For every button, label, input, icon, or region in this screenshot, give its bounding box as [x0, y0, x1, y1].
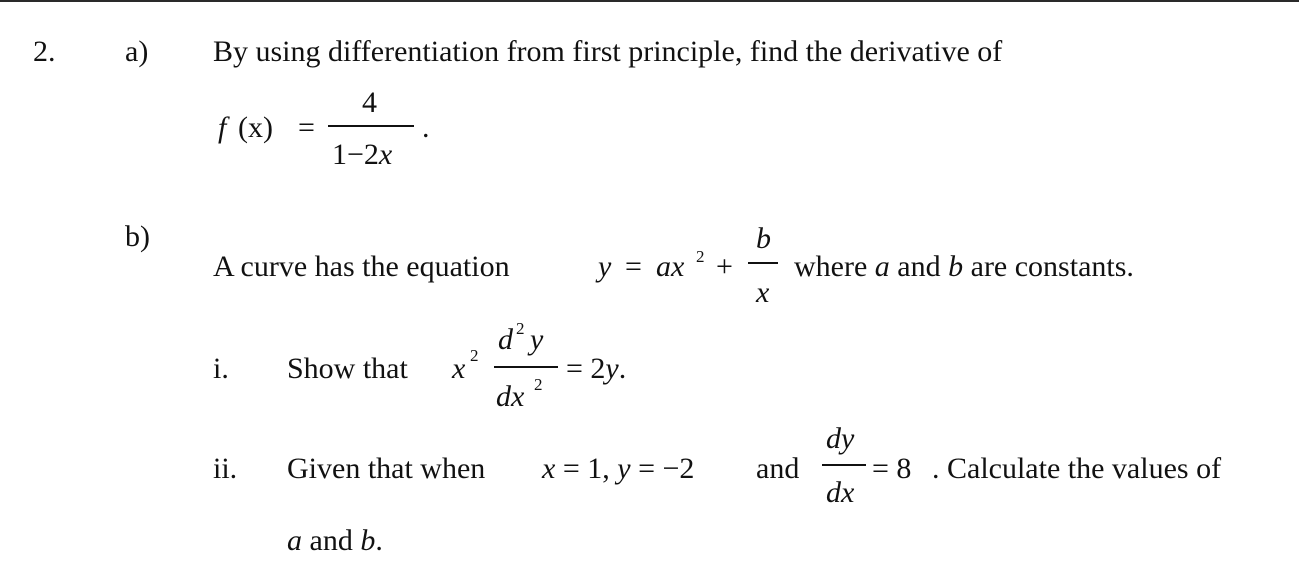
function-name: f	[218, 111, 227, 144]
top-divider	[0, 0, 1299, 2]
function-fraction-bar	[328, 125, 414, 127]
equation-ax: ax	[656, 250, 685, 283]
item-i-denominator-dx: dx	[496, 380, 525, 413]
part-a-text: By using differentiation from first principle, find the derivative of	[213, 35, 1003, 68]
item-ii-rhs: = 8	[872, 452, 912, 485]
function-argument: (x)	[238, 111, 273, 144]
item-ii-denominator-dx: dx	[826, 476, 855, 509]
item-i-denominator-exponent: 2	[534, 375, 543, 394]
item-i-text: Show that	[287, 352, 408, 385]
item-i-x: x	[452, 352, 466, 385]
item-i-rhs: = 2y.	[566, 352, 627, 385]
item-ii-line2: a and b.	[287, 524, 383, 557]
item-i-numerator-d: d	[498, 323, 513, 356]
function-equals: =	[298, 111, 315, 144]
function-numerator: 4	[362, 86, 377, 119]
equation-plus: +	[716, 250, 733, 283]
equation-fraction-bar	[748, 262, 778, 264]
equation-numerator-b: b	[756, 222, 771, 255]
item-ii-tail-text: . Calculate the values of	[932, 452, 1222, 485]
part-b-constants-text: where a and b are constants.	[794, 250, 1134, 283]
equation-y: y	[598, 250, 612, 283]
part-b-intro: A curve has the equation	[213, 250, 510, 283]
item-i-x-exponent: 2	[470, 346, 479, 365]
function-denominator: 1−2x	[332, 138, 393, 171]
item-ii-numerator-dy: dy	[826, 422, 855, 455]
question-number: 2.	[33, 35, 56, 68]
item-i-numerator-exponent: 2	[516, 319, 525, 338]
equation-equals: =	[625, 250, 642, 283]
item-ii-label: ii.	[213, 452, 238, 485]
item-i-numerator-y: y	[530, 323, 544, 356]
item-ii-and: and	[756, 452, 800, 485]
item-ii-fraction-bar	[822, 464, 866, 466]
equation-denominator-x: x	[756, 276, 770, 309]
function-end-period: .	[422, 111, 430, 144]
item-ii-condition: x = 1, y = −2	[542, 452, 695, 485]
part-a-label: a)	[125, 35, 149, 68]
item-ii-text: Given that when	[287, 452, 486, 485]
item-i-fraction-bar	[494, 366, 558, 368]
part-b-label: b)	[125, 220, 150, 253]
equation-exponent: 2	[696, 247, 705, 266]
item-i-label: i.	[213, 352, 229, 385]
